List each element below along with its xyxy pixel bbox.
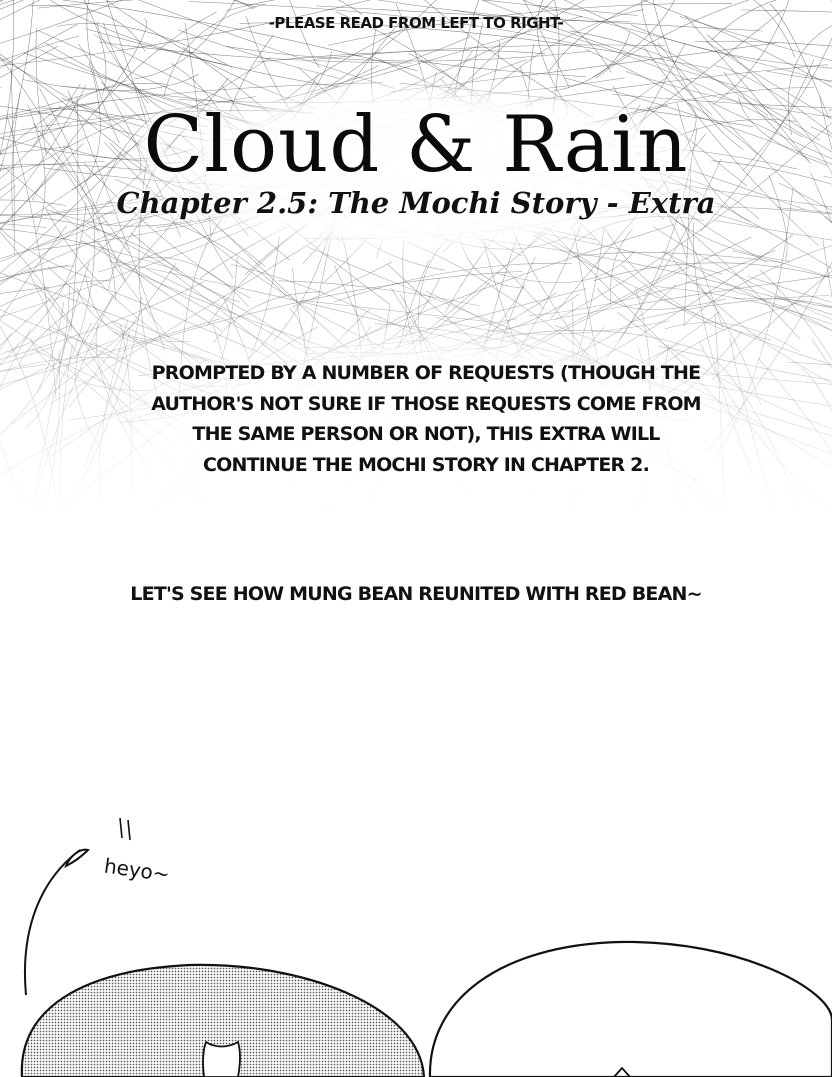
comic-title: Cloud & Rain — [143, 100, 689, 190]
intro-paragraph: PROMPTED BY A NUMBER OF REQUESTS (THOUGH THE AUTHOR'S NOT SURE IF THOSE REQUESTS COME FROM THE SAME PERSON OR NOT), THIS EXTRA WILL CONTINUE THE MOCHI STORY IN CHAPTER 2. — [151, 362, 701, 476]
mochi-panel-art — [0, 790, 832, 1077]
red-bean-mochi — [430, 942, 832, 1077]
hair-strand — [25, 850, 88, 995]
emphasis-marks — [120, 818, 130, 840]
speech-heyo: heyo~ — [102, 853, 172, 887]
read-direction-notice: -PLEASE READ FROM LEFT TO RIGHT- — [268, 14, 564, 32]
mung-bean-notch — [203, 1042, 240, 1077]
lead-line: LET'S SEE HOW MUNG BEAN REUNITED WITH RED BEAN~ — [130, 583, 702, 605]
chapter-subtitle: Chapter 2.5: The Mochi Story - Extra — [116, 186, 716, 220]
